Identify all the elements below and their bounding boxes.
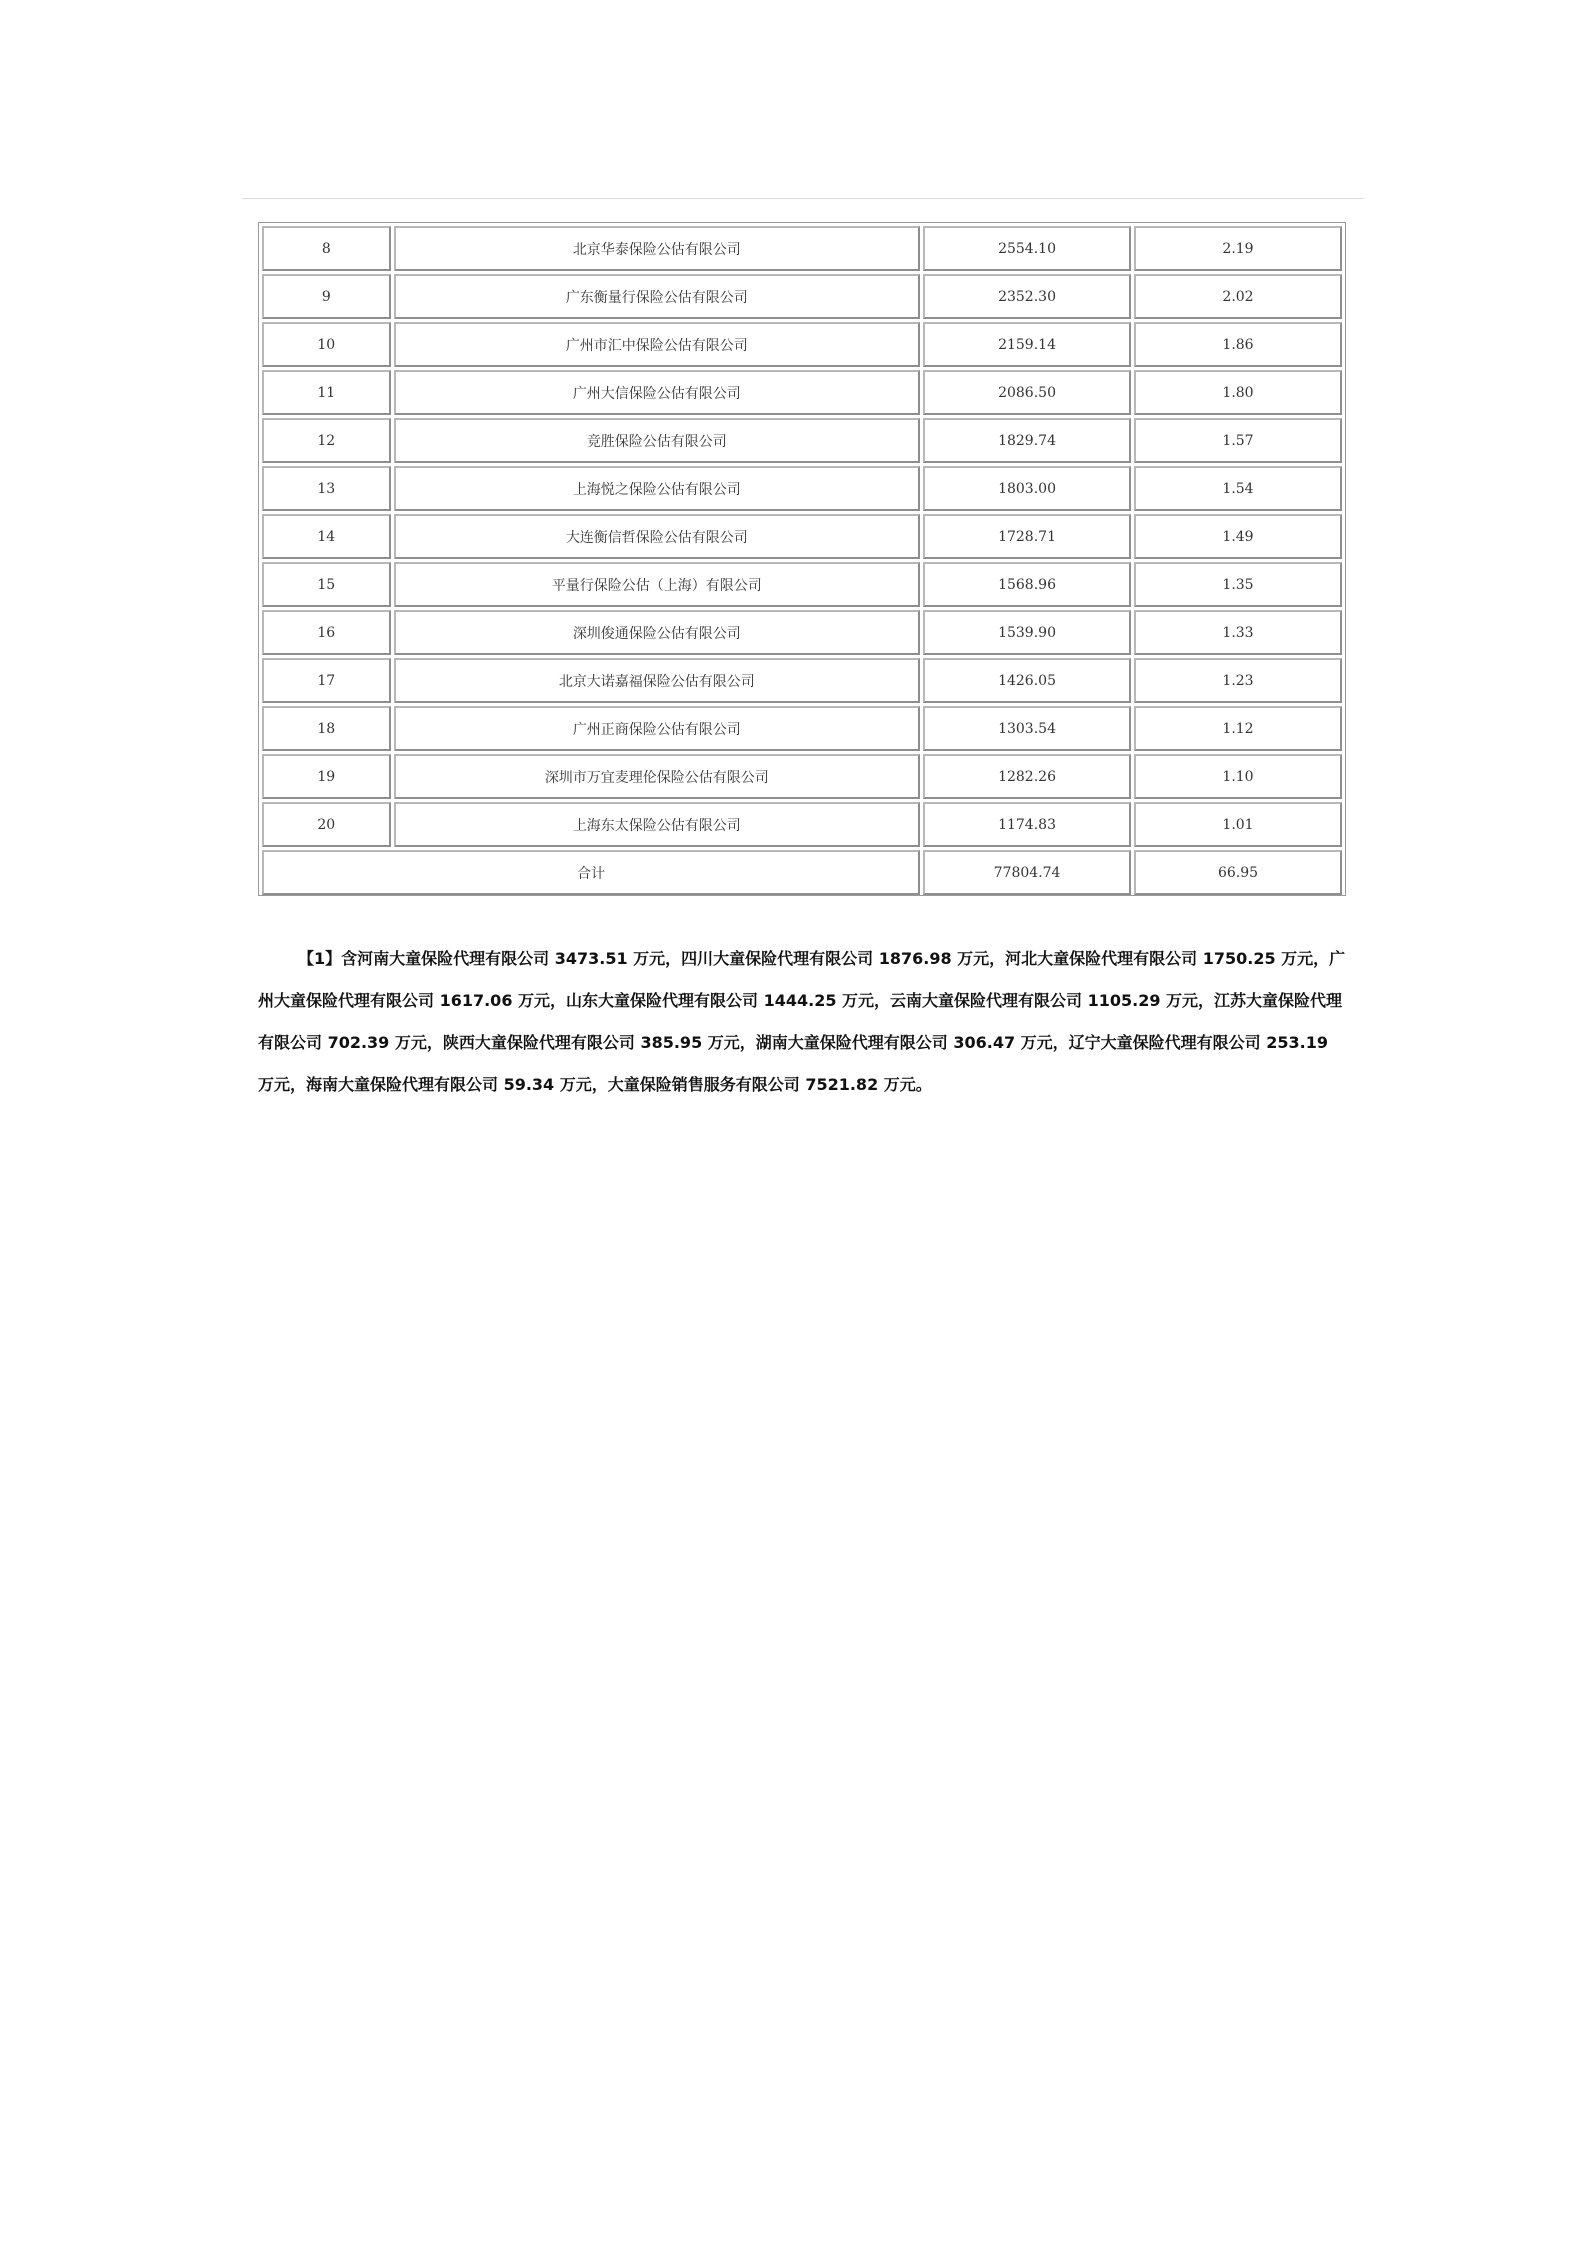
amount-cell: 1303.54 (923, 706, 1131, 751)
rank-cell: 8 (262, 226, 391, 271)
table-row (262, 418, 1342, 463)
percent-cell: 1.80 (1134, 370, 1342, 415)
company-name-cell: 深圳市万宜麦理伦保险公估有限公司 (394, 754, 920, 799)
rank-cell: 10 (262, 322, 391, 367)
amount-cell: 1282.26 (923, 754, 1131, 799)
amount-cell: 1539.90 (923, 610, 1131, 655)
rank-cell: 18 (262, 706, 391, 751)
percent-cell: 1.12 (1134, 706, 1342, 751)
table-row (262, 370, 1342, 415)
company-name-cell: 上海悦之保险公估有限公司 (394, 466, 920, 511)
company-name-cell: 广州市汇中保险公估有限公司 (394, 322, 920, 367)
percent-cell: 1.86 (1134, 322, 1342, 367)
company-name-cell: 广州大信保险公估有限公司 (394, 370, 920, 415)
table-row (262, 274, 1342, 319)
company-name-cell: 上海东太保险公估有限公司 (394, 802, 920, 847)
percent-cell: 1.33 (1134, 610, 1342, 655)
table-row (262, 322, 1342, 367)
percent-cell: 2.19 (1134, 226, 1342, 271)
table-row (262, 658, 1342, 703)
table-row (262, 706, 1342, 751)
company-name-cell: 广州正商保险公估有限公司 (394, 706, 920, 751)
rank-cell: 13 (262, 466, 391, 511)
amount-cell: 2554.10 (923, 226, 1131, 271)
total-label-cell: 合计 (262, 850, 920, 895)
rank-cell: 17 (262, 658, 391, 703)
amount-cell: 2159.14 (923, 322, 1131, 367)
rank-cell: 12 (262, 418, 391, 463)
percent-cell: 1.01 (1134, 802, 1342, 847)
company-name-cell: 深圳俊通保险公估有限公司 (394, 610, 920, 655)
amount-cell: 1829.74 (923, 418, 1131, 463)
company-name-cell: 平量行保险公估（上海）有限公司 (394, 562, 920, 607)
percent-cell: 1.57 (1134, 418, 1342, 463)
percent-cell: 1.23 (1134, 658, 1342, 703)
table-row (262, 610, 1342, 655)
percent-cell: 1.49 (1134, 514, 1342, 559)
company-name-cell: 大连衡信哲保险公估有限公司 (394, 514, 920, 559)
percent-cell: 2.02 (1134, 274, 1342, 319)
amount-cell: 2086.50 (923, 370, 1131, 415)
ranking-table (259, 223, 1345, 898)
table-row (262, 226, 1342, 271)
rank-cell: 20 (262, 802, 391, 847)
total-amount-cell: 77804.74 (923, 850, 1131, 895)
amount-cell: 2352.30 (923, 274, 1131, 319)
percent-cell: 1.10 (1134, 754, 1342, 799)
amount-cell: 1728.71 (923, 514, 1131, 559)
rank-cell: 14 (262, 514, 391, 559)
table-row (262, 562, 1342, 607)
amount-cell: 1803.00 (923, 466, 1131, 511)
table-row (262, 754, 1342, 799)
company-name-cell: 竞胜保险公估有限公司 (394, 418, 920, 463)
footnote-paragraph: 【1】含河南大童保险代理有限公司 3473.51 万元，四川大童保险代理有限公司 1876.98 万元，河北大童保险代理有限公司 1750.25 万元，广州大童保险代理有限公司 1617.06 万元，山东大童保险代理有限公司 1444.25 万元，云南大童保险代理有限公司 1105.29 万元，江苏大童保险代理有限公司 702.39 万元，陕西大童保险代理有限公司 385.95 万元，湖南大童保险代理有限公司 306.47 万元，辽宁大童保险代理有限公司 253.19 万元，海南大童保险代理有限公司 59.34 万元，大童保险销售服务有限公司 7521.82 万元。 (258, 949, 1346, 1094)
rank-cell: 9 (262, 274, 391, 319)
table-row (262, 514, 1342, 559)
amount-cell: 1568.96 (923, 562, 1131, 607)
rank-cell: 19 (262, 754, 391, 799)
ranking-table-frame (258, 222, 1346, 896)
rank-cell: 11 (262, 370, 391, 415)
table-total-row (262, 850, 1342, 895)
amount-cell: 1174.83 (923, 802, 1131, 847)
percent-cell: 1.54 (1134, 466, 1342, 511)
total-percent-cell: 66.95 (1134, 850, 1342, 895)
table-row (262, 466, 1342, 511)
amount-cell: 1426.05 (923, 658, 1131, 703)
percent-cell: 1.35 (1134, 562, 1342, 607)
company-name-cell: 广东衡量行保险公估有限公司 (394, 274, 920, 319)
header-divider (242, 198, 1364, 199)
company-name-cell: 北京华泰保险公估有限公司 (394, 226, 920, 271)
rank-cell: 15 (262, 562, 391, 607)
company-name-cell: 北京大诺嘉福保险公估有限公司 (394, 658, 920, 703)
table-row (262, 802, 1342, 847)
rank-cell: 16 (262, 610, 391, 655)
